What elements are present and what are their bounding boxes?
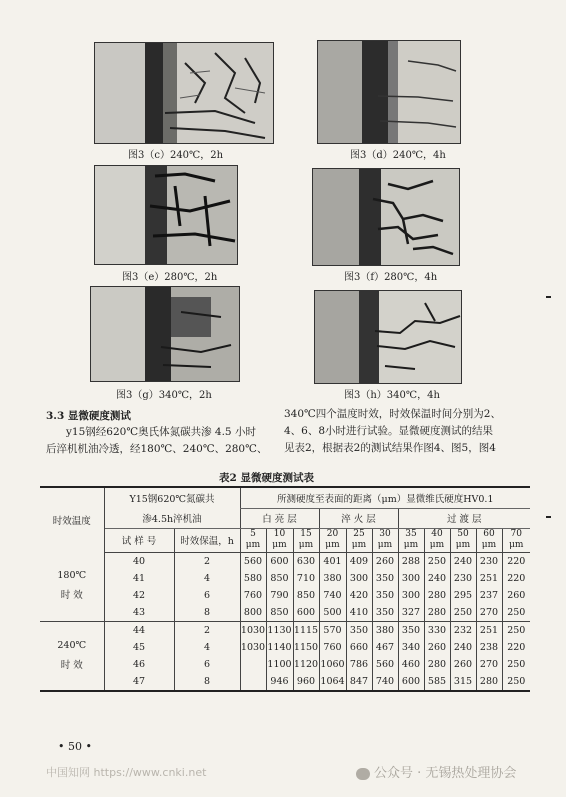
- hardness-cell: 350: [372, 570, 398, 587]
- table-row: [40, 552, 530, 570]
- hardness-cell: 350: [346, 621, 372, 639]
- hardness-cell: 1130: [266, 621, 293, 639]
- distance-header: [346, 529, 372, 553]
- distance-header: [424, 529, 450, 553]
- hardness-cell: 300: [398, 587, 424, 604]
- distance-unit: μm: [509, 540, 524, 551]
- distance-unit: μm: [429, 540, 445, 551]
- hardness-cell: 240: [450, 639, 476, 656]
- hardness-cell: 580: [240, 570, 266, 587]
- hardness-cell: 847: [346, 673, 372, 691]
- aging-time-cell: 2: [174, 552, 240, 570]
- micrograph-d: [317, 40, 461, 144]
- hardness-cell: 251: [476, 570, 502, 587]
- page-number: • 50 •: [58, 740, 92, 753]
- hardness-cell: 340: [398, 639, 424, 656]
- distance-unit: μm: [455, 540, 471, 551]
- hardness-cell: 230: [450, 570, 476, 587]
- table-row: [40, 673, 530, 691]
- hardness-cell: 260: [502, 587, 530, 604]
- hardness-cell: 710: [293, 570, 319, 587]
- aging-temp-line: 240℃: [57, 639, 87, 651]
- left-column-text: [46, 424, 267, 458]
- hardness-cell: 800: [240, 604, 266, 622]
- hardness-cell: 409: [346, 552, 372, 570]
- header-process-2: 渗4.5h淬机油: [104, 508, 240, 529]
- distance-unit: μm: [403, 540, 419, 551]
- hardness-cell: 280: [424, 656, 450, 673]
- hardness-cell: 410: [346, 604, 372, 622]
- hardness-cell: 1100: [266, 656, 293, 673]
- figure-caption-h: 图3（h）340℃，4h: [344, 390, 440, 401]
- text-line: y15钢经620℃奥氏体氮碳共渗 4.5 小时: [66, 426, 256, 438]
- aging-time-cell: 8: [174, 604, 240, 622]
- hardness-cell: 760: [240, 587, 266, 604]
- watermark-cnki: 中国知网 https://www.cnki.net: [46, 766, 207, 779]
- table-row: [40, 604, 530, 622]
- distance-value: 25: [353, 529, 365, 540]
- header-aging-temp: 时效温度: [40, 487, 104, 552]
- specimen-no-cell: 40: [104, 552, 174, 570]
- distance-header: [372, 529, 398, 553]
- hardness-cell: 420: [346, 587, 372, 604]
- hardness-cell: 220: [502, 552, 530, 570]
- distance-unit: μm: [272, 540, 287, 551]
- hardness-cell: 570: [319, 621, 346, 639]
- wechat-icon: [356, 768, 370, 780]
- distance-value: 20: [326, 529, 339, 540]
- hardness-cell: 250: [450, 604, 476, 622]
- aging-time-cell: 4: [174, 639, 240, 656]
- hardness-table: [40, 486, 530, 692]
- hardness-cell: 300: [398, 570, 424, 587]
- distance-header: [398, 529, 424, 553]
- micrograph-g: [90, 286, 240, 382]
- hardness-cell: 1115: [293, 621, 319, 639]
- hardness-cell: 850: [266, 604, 293, 622]
- hardness-cell: 250: [424, 552, 450, 570]
- distance-value: 35: [405, 529, 417, 540]
- hardness-cell: 288: [398, 552, 424, 570]
- distance-header: [240, 529, 266, 553]
- micrograph-c: [94, 42, 274, 144]
- hardness-cell: 280: [424, 587, 450, 604]
- distance-unit: μm: [298, 540, 314, 551]
- hardness-cell: 270: [476, 656, 502, 673]
- table-row: [40, 621, 530, 639]
- hardness-cell: 1030: [240, 639, 266, 656]
- hardness-cell: 560: [240, 552, 266, 570]
- hardness-cell: 230: [476, 552, 502, 570]
- micrograph-f: [312, 168, 460, 266]
- hardness-cell: 850: [293, 587, 319, 604]
- section-heading: 3.3 显微硬度测试: [46, 410, 131, 422]
- header-specimen-no: 试 样 号: [104, 529, 174, 553]
- hardness-cell: 280: [476, 673, 502, 691]
- hardness-cell: 760: [319, 639, 346, 656]
- aging-temp-line: 180℃: [57, 570, 87, 582]
- distance-value: 10: [273, 529, 286, 540]
- hardness-cell: 250: [502, 621, 530, 639]
- hardness-cell: 350: [372, 587, 398, 604]
- header-hardness: 所测硬度至表面的距离（μm）显微维氏硬度HV0.1: [240, 487, 530, 508]
- layer-white: 白 亮 层: [240, 508, 319, 529]
- aging-time-cell: 8: [174, 673, 240, 691]
- hardness-cell: 260: [424, 639, 450, 656]
- specimen-no-cell: 41: [104, 570, 174, 587]
- hardness-cell: 327: [398, 604, 424, 622]
- hardness-cell: [240, 673, 266, 691]
- hardness-cell: 1150: [293, 639, 319, 656]
- hardness-cell: 260: [450, 656, 476, 673]
- hardness-cell: 467: [372, 639, 398, 656]
- table-row: [40, 570, 530, 587]
- distance-value: 5: [250, 529, 256, 540]
- hardness-cell: 946: [266, 673, 293, 691]
- hardness-cell: 1140: [266, 639, 293, 656]
- layer-transition: 过 渡 层: [398, 508, 530, 529]
- micrograph-h: [314, 290, 462, 384]
- table-row: [40, 656, 530, 673]
- hardness-cell: 1060: [319, 656, 346, 673]
- hardness-cell: 786: [346, 656, 372, 673]
- hardness-cell: 600: [266, 552, 293, 570]
- hardness-cell: 1064: [319, 673, 346, 691]
- hardness-cell: 250: [502, 656, 530, 673]
- distance-header: [293, 529, 319, 553]
- hardness-cell: 232: [450, 621, 476, 639]
- hardness-cell: 740: [319, 587, 346, 604]
- hardness-cell: 460: [398, 656, 424, 673]
- distance-value: 50: [457, 529, 469, 540]
- hardness-cell: 850: [266, 570, 293, 587]
- text-line: 见表2，根据表2的测试结果作图4、图5，图4: [284, 442, 496, 454]
- specimen-no-cell: 44: [104, 621, 174, 639]
- specimen-no-cell: 42: [104, 587, 174, 604]
- hardness-cell: 315: [450, 673, 476, 691]
- header-aging-time: 时效保温，h: [174, 529, 240, 553]
- distance-value: 30: [379, 529, 391, 540]
- aging-temp-line: 时 效: [60, 659, 83, 671]
- distance-value: 60: [483, 529, 495, 540]
- distance-unit: μm: [481, 540, 497, 551]
- hardness-cell: 295: [450, 587, 476, 604]
- header-process-1: Y15钢620℃氮碳共: [104, 487, 240, 508]
- distance-header: [450, 529, 476, 553]
- distance-value: 70: [510, 529, 522, 540]
- hardness-cell: 960: [293, 673, 319, 691]
- aging-temp-cell: [40, 552, 104, 621]
- distance-unit: μm: [325, 540, 340, 551]
- distance-unit: μm: [351, 540, 367, 551]
- aging-temp-line: 时 效: [60, 590, 83, 602]
- hardness-cell: 350: [398, 621, 424, 639]
- hardness-cell: 1030: [240, 621, 266, 639]
- aging-time-cell: 6: [174, 587, 240, 604]
- hardness-cell: 630: [293, 552, 319, 570]
- hardness-cell: 585: [424, 673, 450, 691]
- text-line: 340℃四个温度时效，时效保温时间分别为2、: [284, 408, 501, 420]
- hardness-cell: 250: [502, 604, 530, 622]
- table-row: [40, 587, 530, 604]
- hardness-cell: 600: [293, 604, 319, 622]
- specimen-no-cell: 47: [104, 673, 174, 691]
- hardness-cell: 251: [476, 621, 502, 639]
- distance-unit: μm: [377, 540, 393, 551]
- hardness-cell: 660: [346, 639, 372, 656]
- hardness-cell: 380: [319, 570, 346, 587]
- hardness-cell: 600: [398, 673, 424, 691]
- hardness-cell: 240: [450, 552, 476, 570]
- figure-caption-g: 图3（g）340℃，2h: [116, 390, 212, 401]
- hardness-cell: 740: [372, 673, 398, 691]
- distance-unit: μm: [245, 540, 261, 551]
- hardness-cell: 790: [266, 587, 293, 604]
- hardness-cell: 250: [502, 673, 530, 691]
- margin-mark: [546, 296, 551, 298]
- hardness-cell: 237: [476, 587, 502, 604]
- hardness-cell: 500: [319, 604, 346, 622]
- hardness-cell: 238: [476, 639, 502, 656]
- specimen-no-cell: 45: [104, 639, 174, 656]
- micrograph-e: [94, 165, 238, 265]
- hardness-cell: 280: [424, 604, 450, 622]
- hardness-cell: 240: [424, 570, 450, 587]
- table-title: 表2 显微硬度测试表: [219, 472, 314, 484]
- aging-temp-cell: [40, 621, 104, 691]
- figure-caption-e: 图3（e）280℃，2h: [122, 272, 218, 283]
- hardness-cell: 350: [372, 604, 398, 622]
- figure-caption-d: 图3（d）240℃，4h: [350, 150, 446, 161]
- watermark-wechat: 公众号 · 无锡热处理协会: [356, 762, 516, 781]
- hardness-cell: 300: [346, 570, 372, 587]
- hardness-cell: 260: [372, 552, 398, 570]
- distance-header: [476, 529, 502, 553]
- distance-header: [266, 529, 293, 553]
- distance-header: [502, 529, 530, 553]
- distance-header: [319, 529, 346, 553]
- hardness-cell: [240, 656, 266, 673]
- hardness-cell: 401: [319, 552, 346, 570]
- distance-value: 40: [431, 529, 443, 540]
- right-column-text: [284, 406, 501, 457]
- hardness-cell: 560: [372, 656, 398, 673]
- hardness-cell: 220: [502, 639, 530, 656]
- layer-quench: 淬 火 层: [319, 508, 398, 529]
- text-line: 4、6、8小时进行试验。显微硬度测试的结果: [284, 425, 494, 437]
- hardness-cell: 1120: [293, 656, 319, 673]
- margin-mark: [546, 516, 551, 518]
- hardness-cell: 380: [372, 621, 398, 639]
- hardness-cell: 330: [424, 621, 450, 639]
- hardness-cell: 270: [476, 604, 502, 622]
- hardness-cell: 220: [502, 570, 530, 587]
- distance-value: 15: [300, 529, 312, 540]
- figure-caption-c: 图3（c）240℃，2h: [128, 150, 224, 161]
- aging-time-cell: 4: [174, 570, 240, 587]
- text-line: 后淬机机油冷透，经180℃、240℃、280℃、: [46, 443, 268, 455]
- specimen-no-cell: 46: [104, 656, 174, 673]
- figure-caption-f: 图3（f）280℃，4h: [344, 272, 438, 283]
- table-row: [40, 639, 530, 656]
- aging-time-cell: 6: [174, 656, 240, 673]
- aging-time-cell: 2: [174, 621, 240, 639]
- specimen-no-cell: 43: [104, 604, 174, 622]
